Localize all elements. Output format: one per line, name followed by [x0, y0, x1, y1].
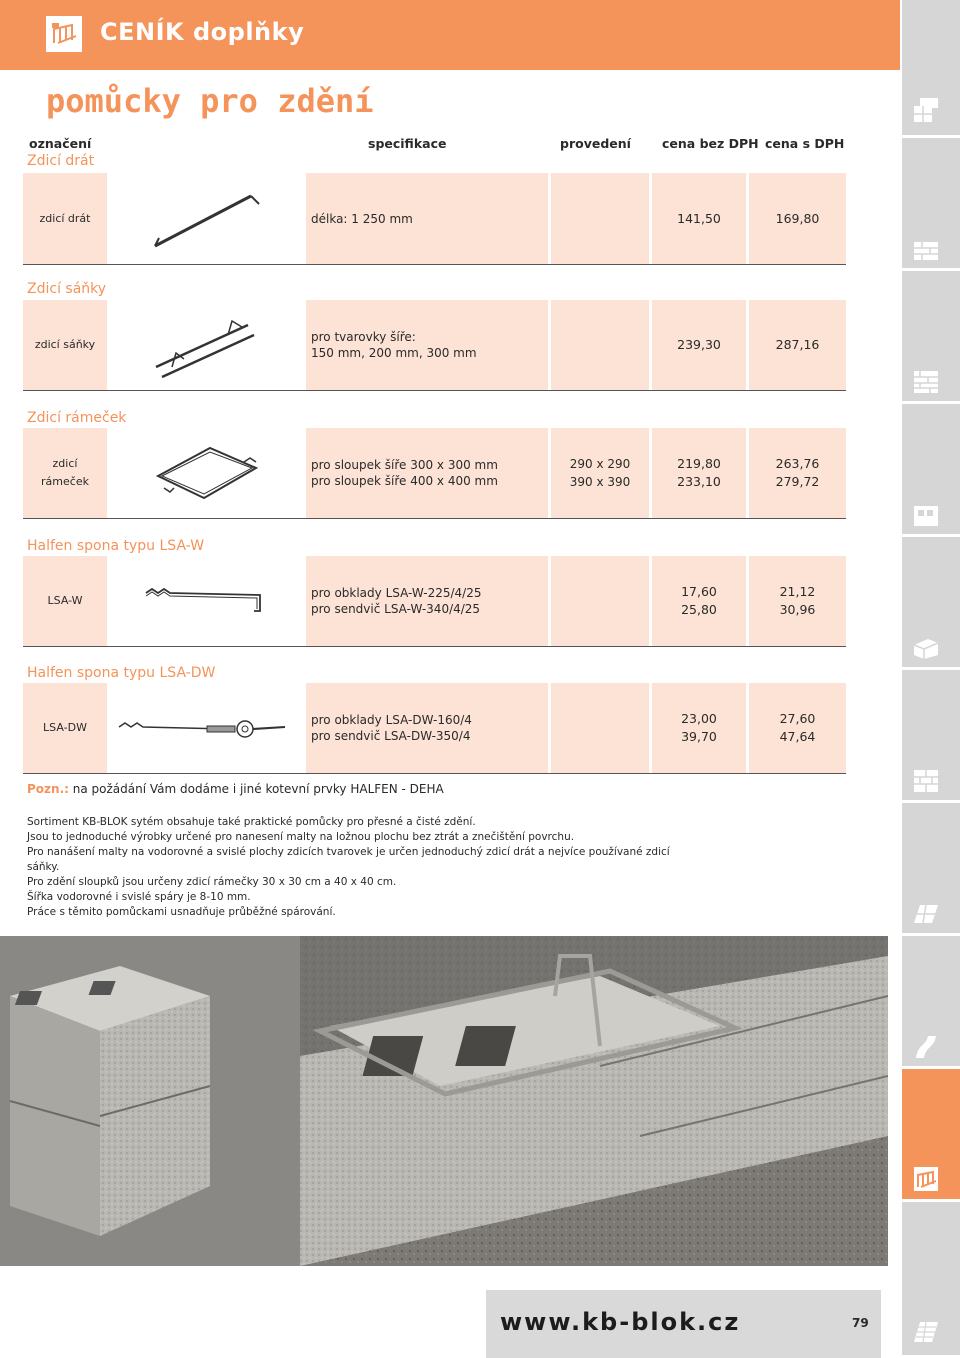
row-label: LSA-W	[23, 556, 107, 646]
row-price: 141,50	[652, 173, 746, 264]
note-label: Pozn.:	[27, 782, 69, 796]
row-spec: pro obklady LSA-W-225/4/25 pro sendvič LSA-W-340/4/25	[306, 556, 548, 646]
row-price: 219,80 233,10	[652, 428, 746, 518]
table-row	[23, 300, 846, 391]
mason-sled-illustration	[152, 309, 262, 381]
block-icon	[912, 500, 940, 528]
column-header-specification: specifikace	[368, 136, 447, 151]
section-title: Zdicí drát	[27, 153, 95, 169]
category-sidebar	[900, 0, 960, 1358]
lsa-dw-tie-illustration	[117, 713, 297, 743]
footer	[486, 1290, 881, 1358]
product-image	[110, 556, 303, 646]
row-label: zdicí sáňky	[23, 300, 107, 390]
sidebar-tab-blocks[interactable]	[902, 0, 960, 138]
page-number: 79	[852, 1316, 869, 1330]
column-header-price: cena bez DPH	[662, 136, 759, 151]
page-title: pomůcky pro zdění	[46, 82, 374, 120]
row-spec: délka: 1 250 mm	[306, 173, 548, 264]
website-link[interactable]: www.kb-blok.cz	[500, 1308, 741, 1336]
header-bar	[0, 0, 900, 70]
row-price-vat: 169,80	[749, 173, 846, 264]
sidebar-tab-hollow-blocks[interactable]	[902, 404, 960, 537]
row-variant	[551, 300, 649, 390]
sidebar-tab-masonry[interactable]	[902, 271, 960, 404]
row-variant	[551, 173, 649, 264]
sidebar-tab-facing[interactable]	[902, 670, 960, 803]
note	[27, 782, 444, 796]
row-label: zdicí drát	[23, 173, 107, 264]
tile-icon	[912, 1318, 940, 1346]
column-header-variant: provedení	[560, 136, 631, 151]
brick-stack-icon	[912, 96, 940, 124]
description: Sortiment KB-BLOK sytém obsahuje také praktické pomůcky pro přesné a čisté zdění. Jsou to jednoduché výrobky určené pro nanesení malty na ložnou plochu bez ztrát a znečištění povrchu. Pro nanášení malty na vodorovné a svislé plochy zdicích tvarovek je určen jednoduchý zdicí drát a nejvíce používané zdicí sáňky. Pro zdění sloupků jsou určeny zdicí rámečky 30 x 30 cm a 40 x 40 cm. Šířka vodorovné i svislé spáry je 8-10 mm. Práce s těmito pomůckami usnadňuje průběžné spárování.	[27, 816, 670, 918]
section-title: Zdicí sáňky	[27, 281, 107, 297]
row-spec: pro tvarovky šíře: 150 mm, 200 mm, 300 mm	[306, 300, 548, 390]
row-label: LSA-DW	[23, 683, 107, 773]
paving-icon	[912, 899, 940, 927]
sidebar-tab-curbs[interactable]	[902, 936, 960, 1069]
row-price: 23,00 39,70	[652, 683, 746, 773]
table-row	[23, 428, 846, 519]
row-variant	[551, 683, 649, 773]
header-title: CENÍK doplňky	[100, 18, 305, 46]
sidebar-tab-tiles[interactable]	[902, 1202, 960, 1358]
table-row	[23, 556, 846, 647]
sidebar-tab-accessories[interactable]	[902, 1069, 960, 1202]
tool-icon	[46, 16, 82, 52]
lsa-w-tie-illustration	[142, 581, 272, 621]
curve-icon	[912, 1032, 940, 1060]
corner-block-icon	[912, 633, 940, 661]
wall-icon	[912, 367, 940, 395]
sidebar-tab-corner-blocks[interactable]	[902, 537, 960, 670]
row-spec: pro sloupek šíře 300 x 300 mm pro sloupek šíře 400 x 400 mm	[306, 428, 548, 518]
section-title: Halfen spona typu LSA-DW	[27, 665, 216, 681]
row-price: 17,60 25,80	[652, 556, 746, 646]
masonry-photo	[0, 936, 888, 1266]
row-variant	[551, 556, 649, 646]
tool-icon	[912, 1165, 940, 1193]
product-image	[110, 173, 303, 264]
column-header-designation: označení	[29, 136, 92, 151]
row-price-vat: 21,12 30,96	[749, 556, 846, 646]
row-label: zdicí rámeček	[23, 428, 107, 518]
section-title: Zdicí rámeček	[27, 410, 127, 426]
product-image	[110, 428, 303, 518]
table-row	[23, 683, 846, 774]
row-spec: pro obklady LSA-DW-160/4 pro sendvič LSA-DW-350/4	[306, 683, 548, 773]
mason-frame-illustration	[152, 438, 262, 508]
brick-pattern-icon	[912, 766, 940, 794]
mason-wire-illustration	[147, 184, 267, 254]
row-variant: 290 x 290 390 x 390	[551, 428, 649, 518]
row-price-vat: 287,16	[749, 300, 846, 390]
section-title: Halfen spona typu LSA-W	[27, 538, 205, 554]
row-price-vat: 263,76 279,72	[749, 428, 846, 518]
product-image	[110, 300, 303, 390]
note-text: na požádání Vám dodáme i jiné kotevní prvky HALFEN - DEHA	[72, 782, 444, 796]
brick-wall-icon	[912, 234, 940, 262]
row-price: 239,30	[652, 300, 746, 390]
column-header-price-vat: cena s DPH	[765, 136, 845, 151]
table-row	[23, 173, 846, 265]
sidebar-tab-walls[interactable]	[902, 138, 960, 271]
sidebar-tab-paving[interactable]	[902, 803, 960, 936]
product-image	[110, 683, 303, 773]
row-price-vat: 27,60 47,64	[749, 683, 846, 773]
